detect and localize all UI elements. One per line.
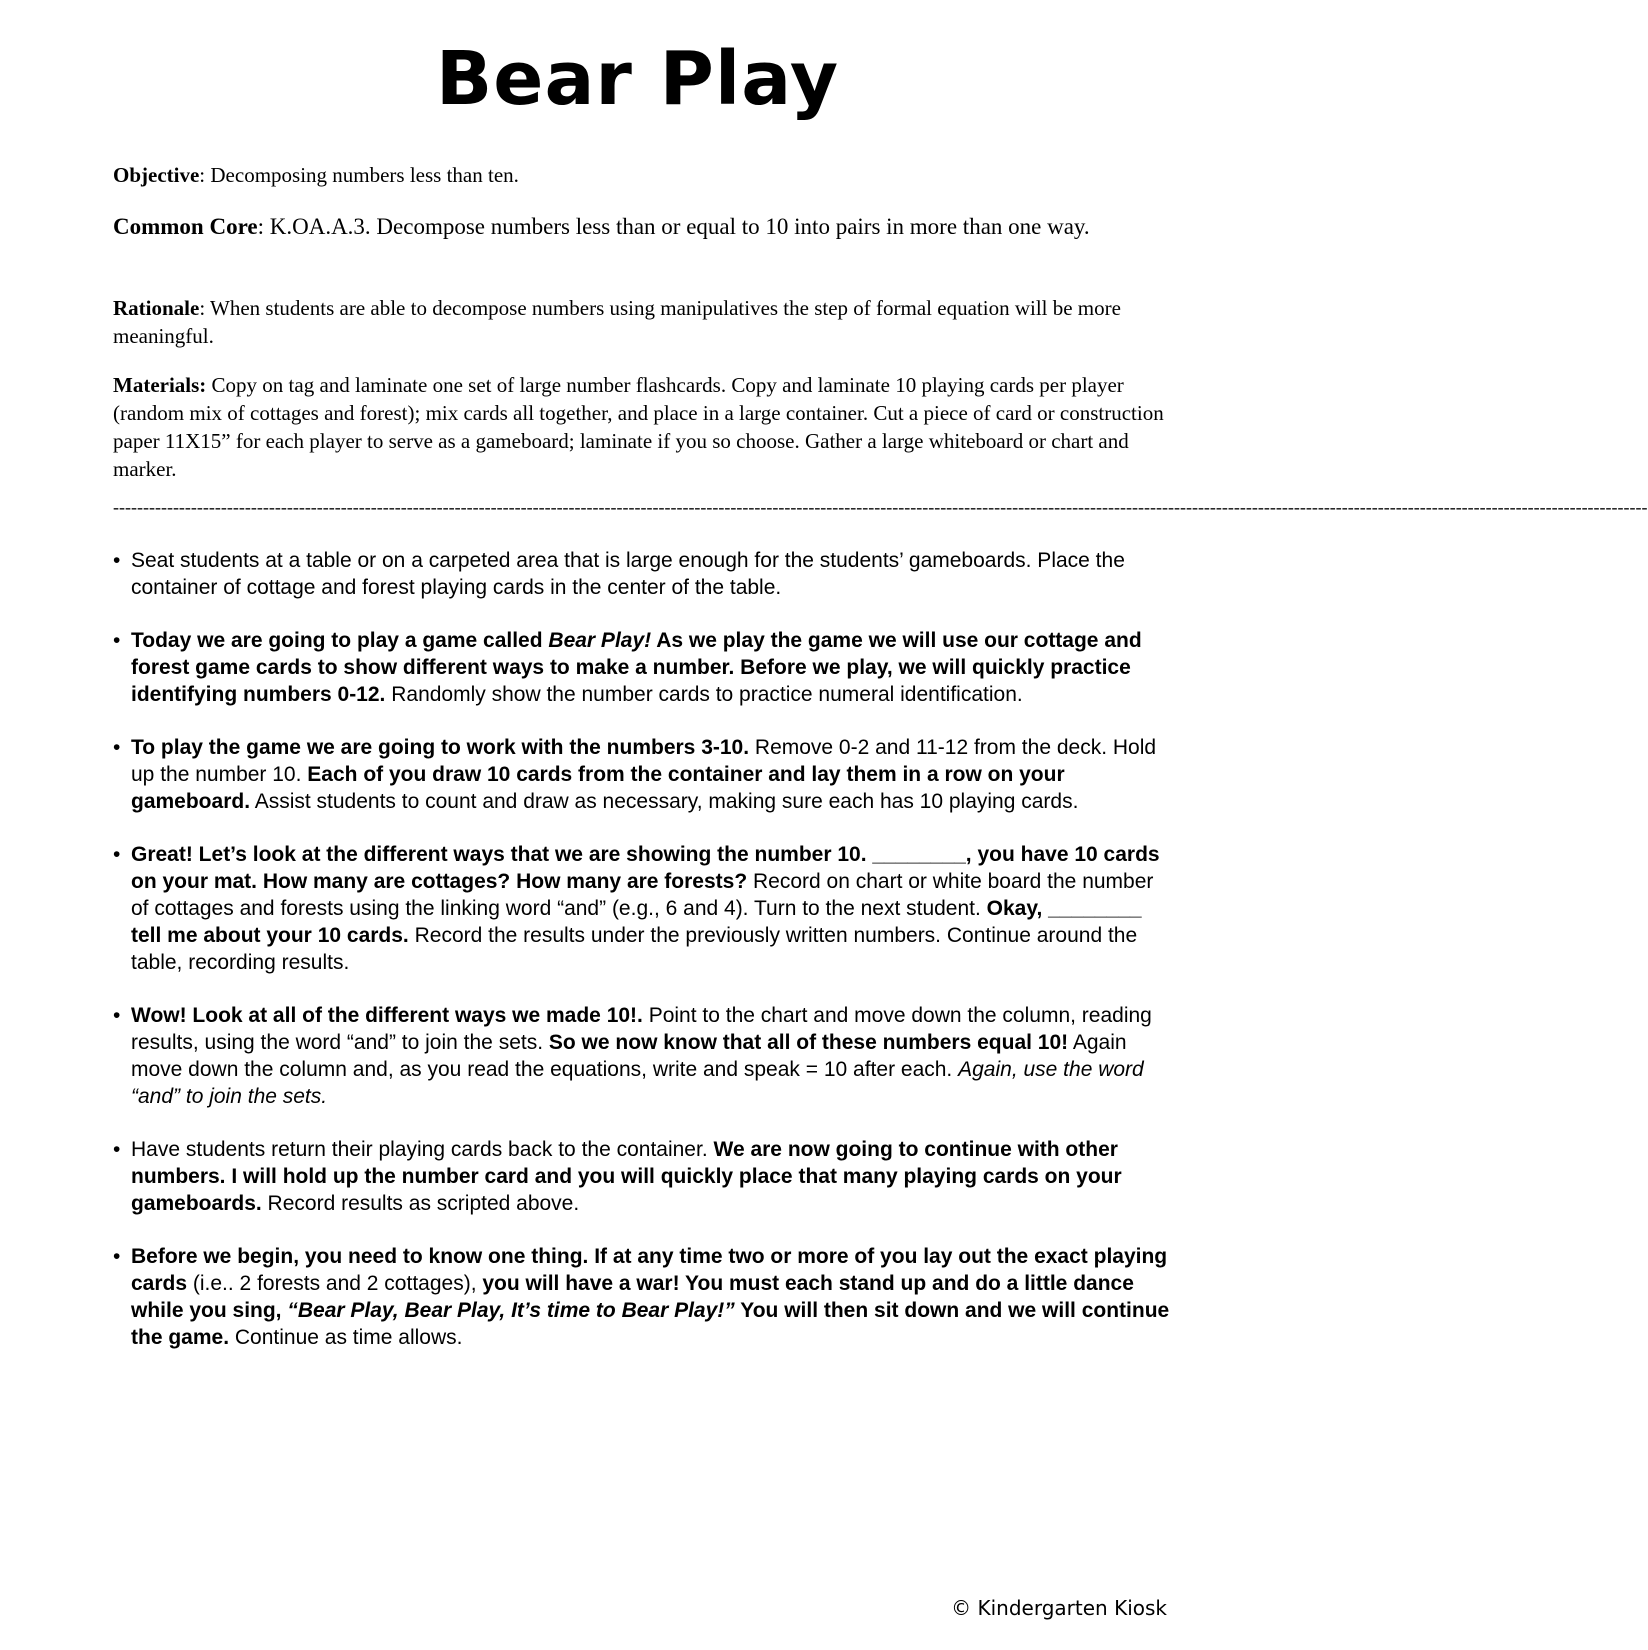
page-title: Bear Play (435, 36, 840, 122)
materials-section (113, 371, 1168, 483)
objective-section (113, 161, 1168, 189)
materials-label: Materials: (113, 373, 207, 397)
common-core-section (113, 212, 1168, 241)
step-bold-text: We are now going to continue with other numbers. I will hold up the number card and you will quickly place that many playing cards on your gameboards. (131, 1138, 1122, 1215)
step-bold-text: Okay, ________ tell me about your 10 cards. (131, 897, 1142, 947)
list-item (113, 547, 1175, 601)
step-text: Point to the chart and move down the column, reading results, using the word “and” to join the sets. (131, 1004, 1152, 1054)
list-item (113, 627, 1175, 708)
common-core-label: Common Core (113, 214, 258, 239)
bullet-marker: • (113, 736, 121, 759)
objective-text: : Decomposing numbers less than ten. (199, 163, 519, 187)
step-text: Assist students to count and draw as necessary, making sure each has 10 playing cards. (250, 790, 1079, 813)
rationale-label: Rationale (113, 296, 200, 320)
step-bold-text: you will have a war! You must each stand up and do a little dance while you sing, (131, 1272, 1134, 1322)
bullet-marker: • (113, 549, 121, 572)
step-bold-text: To play the game we are going to work with the numbers 3-10. (131, 736, 750, 759)
step-bold-text: Wow! Look at all of the different ways we made 10!. (131, 1004, 643, 1027)
step-bold-text: Today we are going to play a game called (131, 629, 549, 652)
copyright-footer: © Kindergarten Kiosk (951, 1596, 1167, 1620)
step-bold-text: Each of you draw 10 cards from the container and lay them in a row on your gameboard. (131, 763, 1065, 813)
step-text: Record the results under the previously written numbers. Continue around the table, recording results. (131, 924, 1138, 974)
list-item (113, 734, 1175, 815)
step-text: Continue as time allows. (229, 1326, 463, 1349)
step-bold-text: As we play the game we will use our cottage and forest game cards to show different ways to make a number. Before we play, we will quickly practice identifying numbers 0-12. (131, 629, 1142, 706)
procedure-list (113, 547, 1175, 1377)
step-text: Record results as scripted above. (261, 1192, 580, 1215)
list-item (113, 1136, 1175, 1217)
step-text: Record on chart or white board the number of cottages and forests using the linking word “and” (e.g., 6 and 4). Turn to the next student. (131, 870, 1154, 920)
step-bold-text: Before we begin, you need to know one thing. If at any time two or more of you lay out the exact playing cards (131, 1245, 1168, 1295)
step-text: Seat students at a table or on a carpeted area that is large enough for the students’ gameboards. Place the container of cottage and forest playing cards in the center of the table. (131, 549, 1125, 599)
step-bold-text: Great! Let’s look at the different ways that we are showing the number 10. ________, you have 10 cards on your mat. How many are cottages? How many are forests? (131, 843, 1160, 893)
bullet-marker: • (113, 1004, 121, 1027)
step-game-name: Bear Play! (548, 629, 652, 652)
step-italic-text: Again, use the word “and” to join the sets. (131, 1058, 1144, 1108)
step-bold-text: You will then sit down and we will continue the game. (131, 1299, 1170, 1349)
list-item (113, 1002, 1175, 1110)
step-text: Again move down the column and, as you read the equations, write and speak = 10 after each. (131, 1031, 1127, 1081)
objective-label: Objective (113, 163, 200, 187)
materials-text: Copy on tag and laminate one set of large number flashcards. Copy and laminate 10 playing cards per player (random mix of cottages and forest); mix cards all together, and place in a large container. Cut a piece of card or construction paper 11X15” for each player to serve as a gameboard; laminate if you so choose. Gather a large whiteboard or chart and marker. (113, 373, 1164, 481)
step-text: Randomly show the number cards to practice numeral identification. (385, 683, 1023, 706)
bullet-marker: • (113, 629, 121, 652)
bullet-marker: • (113, 1245, 121, 1268)
step-text: Remove 0-2 and 11-12 from the deck. Hold up the number 10. (131, 736, 1157, 786)
bullet-marker: • (113, 1138, 121, 1161)
dashed-separator: ---------------------------------------------------------------------------------------------------------------------------------------------------------------------------------------------------------------------------------------------------------------- (113, 497, 1648, 517)
common-core-text: : K.OA.A.3. Decompose numbers less than or equal to 10 into pairs in more than one way. (257, 214, 1090, 239)
list-item (113, 1243, 1175, 1351)
step-text: Have students return their playing cards back to the container. (131, 1138, 714, 1161)
list-item (113, 841, 1175, 976)
rationale-text: : When students are able to decompose numbers using manipulatives the step of formal equation will be more meaningful. (113, 296, 1121, 348)
step-song-lyric: “Bear Play, Bear Play, It’s time to Bear Play!” (287, 1299, 735, 1322)
bullet-marker: • (113, 843, 121, 866)
step-bold-text: So we now know that all of these numbers equal 10! (548, 1031, 1069, 1054)
step-text: (i.e.. 2 forests and 2 cottages), (187, 1272, 483, 1295)
rationale-section (113, 294, 1168, 350)
